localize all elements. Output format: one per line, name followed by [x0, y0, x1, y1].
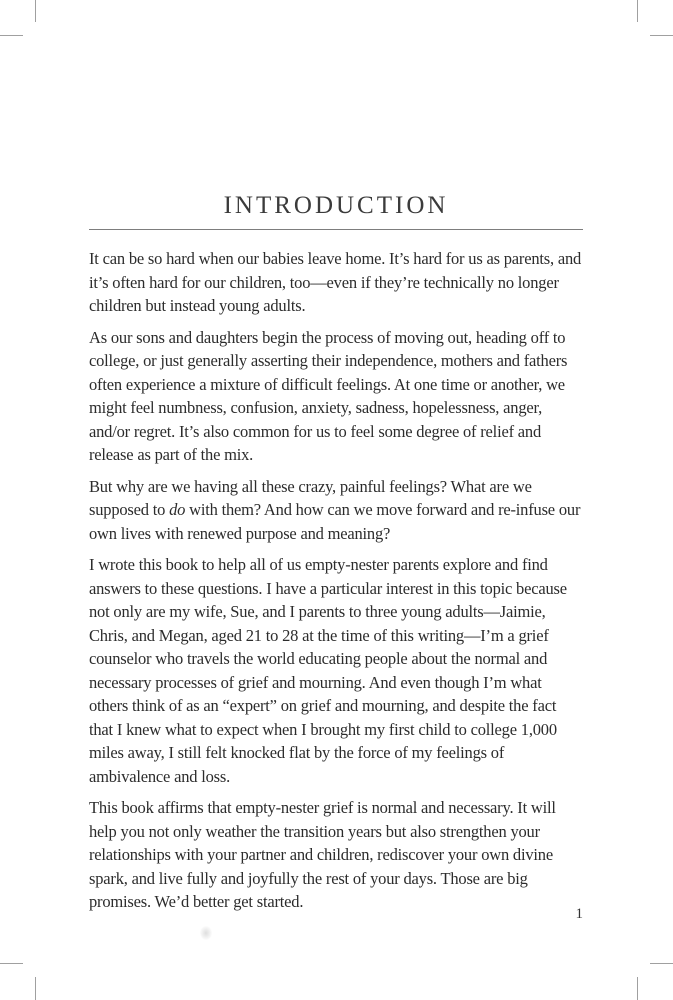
- italic-text-run: do: [169, 500, 186, 519]
- crop-mark-bottom-left-vertical: [35, 977, 36, 1000]
- body-paragraphs: [89, 247, 583, 914]
- text-run: This book affirms that empty-nester grief is normal and necessary. It will help you not only weather the transition years but also strengthen your relationships with your partner and children, rediscover your own divine spark, and live fully and joyfully the rest of your days. Those are big promises. We’d better get started.: [89, 798, 556, 911]
- text-run: It can be so hard when our babies leave home. It’s hard for us as parents, and it’s often hard for our children, too—even if they’re technically no longer children but instead young adults.: [89, 249, 582, 315]
- crop-mark-bottom-left-horizontal: [0, 963, 23, 964]
- crop-mark-top-right-vertical: [637, 0, 638, 22]
- paragraph: [89, 326, 583, 467]
- paragraph: [89, 553, 583, 788]
- crop-mark-bottom-right-vertical: [637, 977, 638, 1000]
- paragraph: [89, 247, 583, 318]
- page-number: 1: [575, 906, 583, 922]
- text-run: But why are we having all these crazy, painful feelings? What are we supposed to: [89, 476, 532, 519]
- text-column: [89, 0, 583, 914]
- text-run: As our sons and daughters begin the process of moving out, heading off to college, or just generally asserting their independence, mothers and fathers often experience a mixture of difficult feelings. At one time or another, we might feel numbness, confusion, anxiety, sadness, hopelessness, anger, and/or regret. It’s also common for us to feel some degree of relief and release as part of the mix.: [89, 327, 568, 464]
- paragraph: [89, 475, 583, 546]
- crop-mark-bottom-right-horizontal: [650, 963, 673, 964]
- crop-mark-top-left-horizontal: [0, 35, 23, 36]
- text-run: I wrote this book to help all of us empty-nester parents explore and find answers to these questions. I have a particular interest in this topic because not only are my wife, Sue, and I parents to three young adults—Jaimie, Chris, and Megan, aged 21 to 28 at the time of this writing—I’m a grief counselor who travels the world educating people about the normal and necessary processes of grief and mourning. And even though I’m what others think of as an “expert” on grief and mourning, and despite the fact that I knew what to expect when I brought my first child to college 1,000 miles away, I still felt knocked flat by the force of my feelings of ambivalence and loss.: [89, 555, 567, 786]
- scan-artifact-smudge: [200, 926, 212, 940]
- paragraph: [89, 796, 583, 914]
- text-run: with them? And how can we move forward and re-infuse our own lives with renewed purpose and meaning?: [89, 500, 581, 543]
- crop-mark-top-left-vertical: [35, 0, 36, 22]
- crop-mark-top-right-horizontal: [650, 35, 673, 36]
- heading-rule: [89, 229, 583, 230]
- chapter-title: INTRODUCTION: [223, 192, 449, 219]
